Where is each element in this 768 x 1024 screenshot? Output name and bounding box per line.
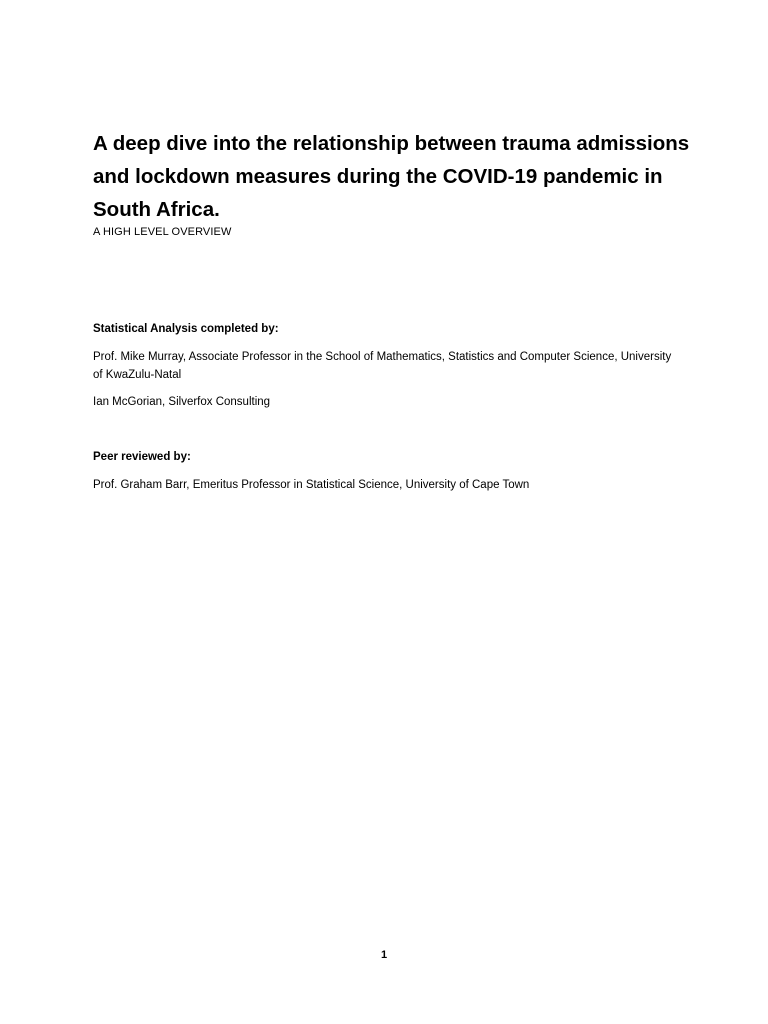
peer-reviewer: Prof. Graham Barr, Emeritus Professor in Statistical Science, University of Cape Town xyxy=(93,479,530,491)
document-title: A deep dive into the relationship between trauma admissions and lockdown measures during the COVID-19 pandemic in South Africa. xyxy=(93,132,690,221)
analysis-contributor: Prof. Mike Murray, Associate Professor in the School of Mathematics, Statistics and Computer Science, University of KwaZulu-Natal xyxy=(93,351,672,381)
analysis-contributor: Ian McGorian, Silverfox Consulting xyxy=(93,396,271,408)
page-number: 1 xyxy=(380,949,388,961)
peer-review-heading: Peer reviewed by: xyxy=(93,451,191,463)
document-subtitle: A HIGH LEVEL OVERVIEW xyxy=(93,226,232,238)
analysis-heading: Statistical Analysis completed by: xyxy=(93,323,279,335)
